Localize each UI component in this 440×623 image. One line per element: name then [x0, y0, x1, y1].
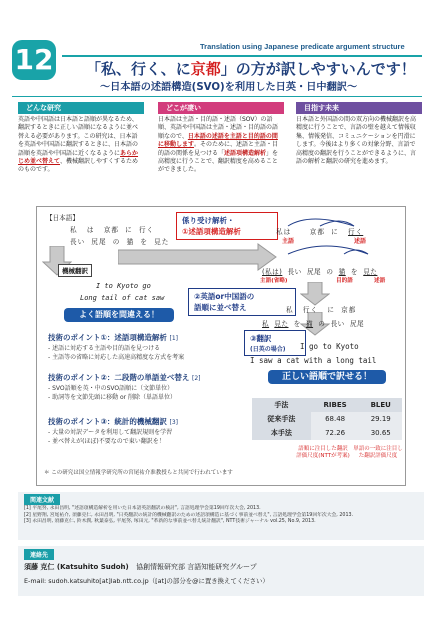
label-subject-1: 主語	[282, 238, 295, 245]
tp2-item: - SVO語順を英・中のSVO語順に（文節単位）	[48, 385, 174, 392]
cell-bleu: 30.65	[359, 426, 402, 440]
tp2-ref: [2]	[191, 375, 201, 382]
callout1-line2: ①述語項構造解析	[182, 227, 241, 236]
cell-ribes: 72.26	[311, 426, 360, 440]
column-heading-impressive: どこが凄い	[158, 102, 284, 114]
note-bleu: 単語の一致に注目した翻訳評価尺度	[353, 446, 403, 459]
tech-point-3-title	[48, 416, 238, 427]
callout3-line1: ③翻訳	[250, 334, 272, 343]
title-pre: 「私、行く、に	[86, 60, 191, 78]
tp1-ref: [1]	[169, 335, 178, 342]
title-post: 」の方が訳しやすいんです！	[220, 60, 416, 78]
contact-name-line	[24, 562, 257, 572]
re-word: 私	[286, 306, 294, 314]
analysis-sentence-2	[262, 266, 377, 276]
an-word: の	[326, 268, 334, 276]
jp-word: 長い	[70, 238, 86, 246]
label-object: 目的語	[336, 278, 353, 284]
contact-email: E-mail: sudoh.katsuhito[at]lab.ntt.co.jp（[at]の部分を@に置き換えてください）	[24, 577, 269, 585]
wrong-order-banner: よく語順を間違える！	[64, 308, 174, 322]
reference-item: [2] 星野翔, 宮尾祐介, 須藤克仁, 永田昌明, "日英翻訳の統計的機械翻訳のための述語項構造に基づく事前並べ替え", 言語処理学会第19回年次大会, 2013.	[24, 512, 354, 518]
tp3-item: - 並べ替えが(ほぼ)不要なので東い翻訳を！	[48, 438, 165, 445]
re-word: 私	[262, 320, 270, 328]
callout-reorder	[188, 288, 296, 316]
tech-point-3	[48, 416, 238, 445]
column-text-future	[296, 116, 418, 166]
column-imp-highlight2: 述語項構造解析	[224, 149, 267, 157]
results-header-row	[252, 398, 402, 412]
jp-word: 私	[70, 226, 78, 234]
jp-word: の	[112, 238, 121, 246]
poster-number-badge: 12	[12, 40, 56, 80]
an-word: 尻尾	[306, 268, 322, 276]
reordered-1	[286, 304, 356, 314]
column-what-tail: 、機械翻訳しやすくするためのものです。	[18, 158, 139, 174]
header-rule	[12, 96, 422, 97]
jp-sentence-1	[70, 224, 154, 234]
an-word: (私は)	[262, 268, 283, 276]
column-what-body: 英語や中国語は日本語と語順が異なるため、翻訳するときに正しい語順になるように並べ替える必要があります。この研究は、日本語を英語や中国語に翻訳するときに、日本語の語順を英語や中国語に近くなるように	[18, 116, 139, 157]
column-text-impressive	[158, 116, 280, 175]
table-row	[252, 426, 402, 440]
an-word: 見た	[363, 268, 378, 276]
column-imp-mid: 。そのために、述語と主語・目的語の関係を見つける「	[158, 141, 279, 157]
title-highlight: 京都	[190, 60, 221, 78]
mt-output-2: Long tail of cat saw	[80, 294, 165, 302]
results-table	[252, 398, 402, 440]
tp3-item: - 大量の対訳データを利用して翻訳規則を学習	[48, 429, 173, 436]
column-heading-future: 目指す未来	[296, 102, 422, 114]
reference-item: [1] 平尾努, 永田昌明, "述語項構造解析を用いた日本語英語翻訳の検討", 言語処理学会第19回年次大会, 2013.	[24, 506, 261, 511]
jp-word: 見た	[154, 238, 170, 246]
cell-method: 従来手法	[252, 412, 311, 426]
dependency-arcs	[270, 212, 400, 272]
re-word: 見た	[274, 320, 289, 328]
jp-word: を	[140, 238, 148, 246]
re-word: を	[293, 320, 301, 328]
an-word: を	[350, 268, 359, 276]
tp3-ref: [3]	[169, 419, 178, 426]
re-word: の	[318, 320, 326, 328]
contact-org: 協創情報研究部 言語知能研究グループ	[136, 563, 257, 571]
re-word: 長い	[330, 320, 345, 328]
arrow-right-1	[118, 242, 278, 272]
references-list	[24, 506, 420, 526]
label-predicate-2: 述語	[374, 278, 386, 284]
header-bleu: BLEU	[359, 398, 402, 412]
jp-word: 尻尾	[91, 238, 107, 246]
jp-word: 行く	[138, 226, 155, 234]
re-word: 京都	[341, 306, 357, 314]
english-title: Translation using Japanese predicate argument structure	[200, 42, 405, 51]
callout1-line1: 係り受け解析・	[182, 216, 235, 225]
an-word: 行く	[348, 228, 364, 236]
tech-point-1-title	[48, 332, 238, 343]
cell-method: 本手法	[252, 426, 311, 440]
tech-point-1	[48, 332, 238, 361]
re-word: 行く	[302, 306, 319, 314]
column-future-body: 日本語と外国語の間の双方向の機械翻訳を高精度に行うことで、言語の壁を越えて情報収集、情報発信、コミュニケーションを円滑にします。今後はより多くの対象分野、言語で高精度の翻訳を行うことができるように、言語の解析と翻訳の研究を進めます。	[296, 116, 417, 166]
arrow-down-2	[300, 282, 330, 306]
column-text-what	[18, 116, 140, 175]
japanese-label: 【日本語】	[46, 214, 79, 222]
contact-heading: 連絡先	[24, 549, 54, 560]
re-word: 尻尾	[349, 320, 365, 328]
re-word: 猫	[305, 320, 314, 328]
tp1-item: - 主語等の省略に対応した高速高精度な方式を考案	[48, 354, 185, 361]
jp-word: 京都	[103, 226, 119, 234]
tp2-title: 技術のポイント②：二段階の単語並べ替え	[48, 373, 190, 382]
cell-bleu: 29.19	[359, 412, 402, 426]
correct-order-banner: 正しい語順で訳せる！	[268, 370, 386, 384]
re-word: に	[327, 306, 335, 314]
an-word: 京都	[309, 228, 325, 236]
tech-point-2	[48, 372, 238, 401]
poster-subtitle: 〜日本語の述語構造(SVO)を利用した日英・日中翻訳〜	[100, 82, 358, 93]
column-imp-body: 日本語は主語・目的語・述語（SOV）の語順、英語や中国語は主語・述語・目的語の語順なので、	[158, 116, 279, 140]
title-rule	[62, 55, 422, 57]
callout-analysis	[176, 212, 278, 240]
table-row	[252, 412, 402, 426]
mt-label: 機械翻訳	[58, 264, 92, 277]
tp3-title: 技術のポイント③：統計的機械翻訳	[48, 417, 167, 426]
mt-output-1: I to Kyoto go	[96, 282, 151, 290]
column-heading-what: どんな研究	[18, 102, 144, 114]
poster-title	[86, 58, 416, 79]
an-word: に	[331, 228, 339, 236]
cell-ribes: 68.48	[311, 412, 360, 426]
footnote: ＊ この研究は国立情報学研究所の宮尾祐介准教授らと共同で行われています	[44, 470, 233, 476]
reference-item: [3] 永田昌明, 須藤克仁, 鈴木潤, 秋葉泰弘, 平尾努, 塚田元, "革新的な事前並べ替え統計翻訳", NTT技術ジャーナル vol.25, No.9, 2013.	[24, 519, 316, 524]
tp1-title: 技術のポイント①：述語項構造解析	[48, 333, 167, 342]
references-heading: 関連文献	[24, 494, 60, 505]
jp-word: に	[125, 226, 133, 234]
label-subject-omitted: 主語(省略)	[260, 278, 288, 284]
contact-name: 須藤 克仁 (Katsuhito Sudoh)	[24, 563, 129, 571]
tp2-item: - 助詞等を文節先頭に移動 or 削除（単語単位）	[48, 394, 177, 401]
header-ribes: RIBES	[311, 398, 360, 412]
note-ribes: 語順に注目した翻訳評価尺度(NTTが考案)	[296, 446, 350, 459]
tech-point-2-title	[48, 372, 238, 383]
tp1-item: - 述語に対応する主語や目的語を見つける	[48, 345, 161, 352]
english-output-2: I saw a cat with a long tail	[250, 356, 377, 365]
callout-translate	[244, 330, 306, 356]
callout2-line2: 語順に並べ替え	[194, 303, 247, 312]
jp-word: は	[86, 226, 95, 234]
column-imp-tail: 」を高精度に行うことで、翻訳精度を高めることができました。	[158, 149, 279, 174]
column-what-highlight: あらかじめ並べ替えて	[18, 149, 139, 166]
reordered-2	[262, 318, 364, 328]
an-word: 私は	[276, 228, 292, 236]
callout2-line1: ②英語or中国語の	[194, 292, 255, 301]
label-predicate-1: 述語	[354, 238, 367, 245]
an-word: 猫	[338, 268, 346, 276]
an-word: 長い	[287, 268, 302, 276]
header-method: 手法	[252, 398, 311, 412]
jp-word: 猫	[126, 238, 135, 246]
callout3-line2: (日英の場合)	[250, 346, 286, 353]
english-output-1: I go to Kyoto	[300, 342, 359, 351]
column-imp-highlight: 日本語の述語を主語と目的語の間に移動します	[158, 132, 278, 149]
